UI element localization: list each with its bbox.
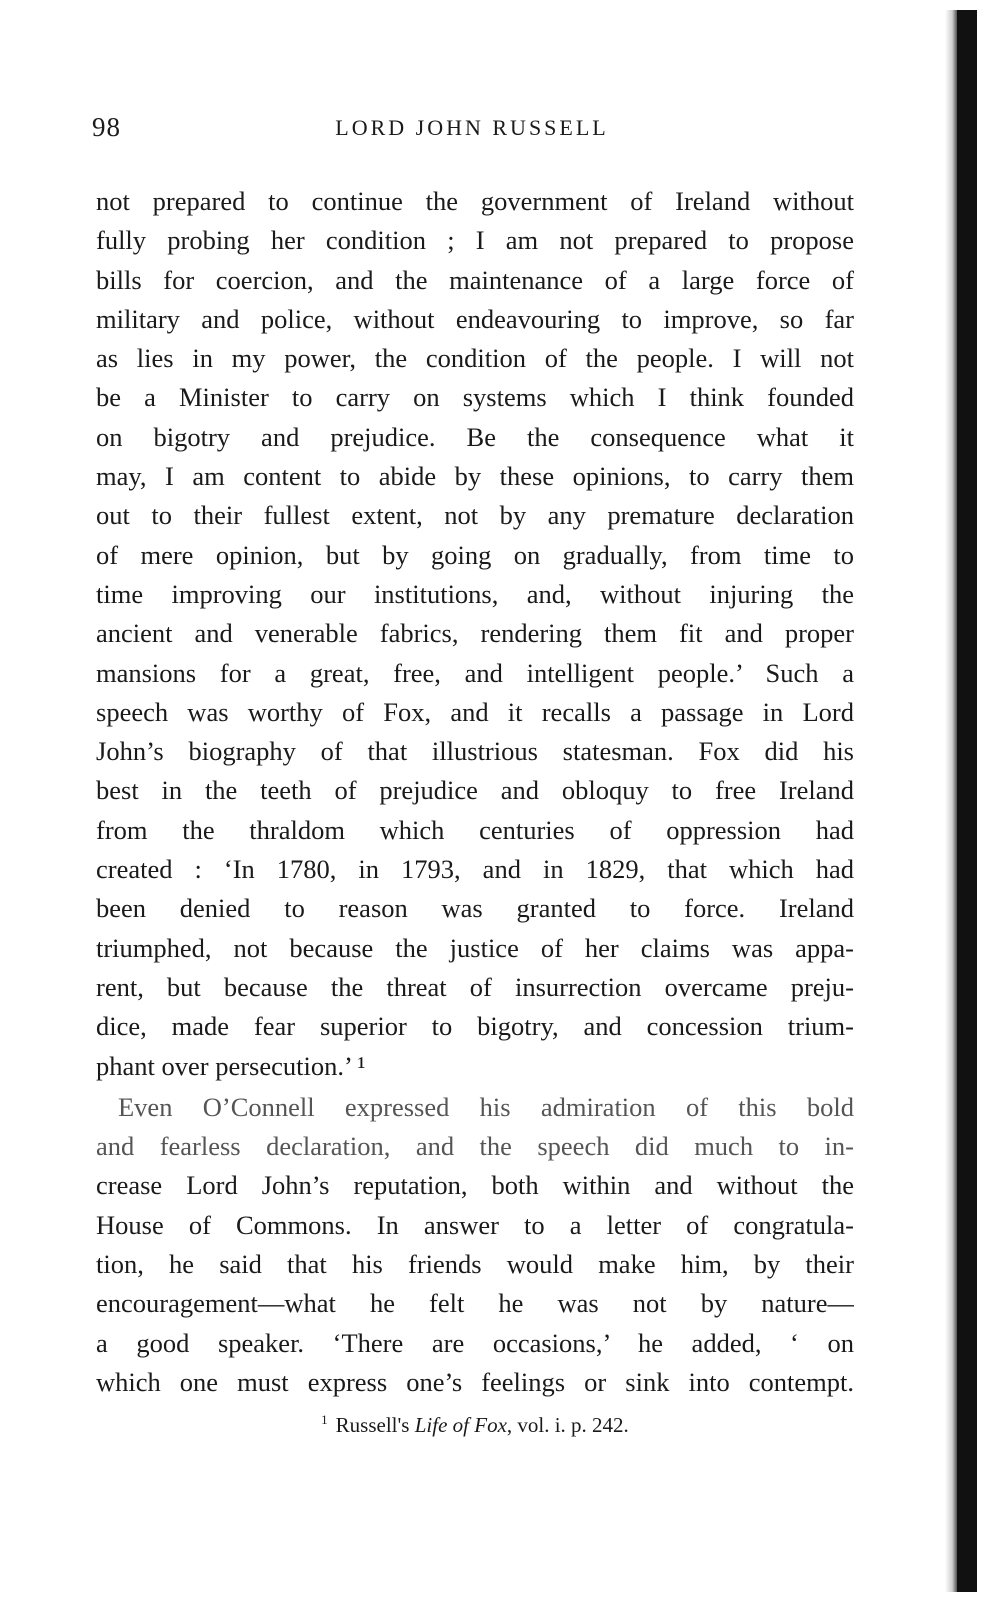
text-line: tion, he said that his friends would make him, by their xyxy=(96,1249,854,1280)
text-line: John’s biography of that illustrious statesman. Fox did his xyxy=(96,736,854,767)
text-line: rent, but because the threat of insurrection overcame preju- xyxy=(96,971,854,1002)
text-line: military and police, without endeavouring to improve, so far xyxy=(96,303,854,334)
text-line: and fearless declaration, and the speech did much to in- xyxy=(96,1131,854,1162)
text-line: be a Minister to carry on systems which I think founded xyxy=(96,382,854,413)
body-text xyxy=(96,182,854,1402)
running-head-title: LORD JOHN RUSSELL xyxy=(335,115,609,140)
text-line: bills for coercion, and the maintenance of a large force of xyxy=(96,264,854,295)
text-line: out to their fullest extent, not by any premature declaration xyxy=(96,500,854,531)
running-head xyxy=(92,112,852,152)
text-line: which one must express one’s feelings or sink into contempt. xyxy=(96,1366,854,1397)
text-line: House of Commons. In answer to a letter of congratula- xyxy=(96,1209,854,1240)
text-line: created : ‘In 1780, in 1793, and in 1829, that which had xyxy=(96,854,854,885)
page-number: 98 xyxy=(92,112,121,142)
text-line: speech was worthy of Fox, and it recalls a passage in Lord xyxy=(96,696,854,727)
text-line: crease Lord John’s reputation, both within and without the xyxy=(96,1170,854,1201)
footnote-suffix: , vol. i. p. 242. xyxy=(506,1413,629,1437)
text-line: from the thraldom which centuries of oppression had xyxy=(96,814,854,845)
text-line: ancient and venerable fabrics, rendering them fit and proper xyxy=(96,618,854,649)
text-line: fully probing her condition ; I am not prepared to propose xyxy=(96,225,854,256)
text-line: best in the teeth of prejudice and obloquy to free Ireland xyxy=(96,775,854,806)
footnote-marker: 1 xyxy=(321,1412,328,1427)
text-line: time improving our institutions, and, without injuring the xyxy=(96,578,854,609)
text-line: encouragement—what he felt he was not by nature— xyxy=(96,1288,854,1319)
text-line: may, I am content to abide by these opinions, to carry them xyxy=(96,461,854,492)
footnote-prefix: Russell's xyxy=(335,1413,410,1437)
paragraph-start-line: Even O’Connell expressed his admiration of this bold xyxy=(118,1091,854,1122)
footnote xyxy=(96,1412,854,1438)
text-line: triumphed, not because the justice of her claims was appa- xyxy=(96,932,854,963)
text-line: a good speaker. ‘There are occasions,’ he added, ‘ on xyxy=(96,1327,854,1358)
text-line: on bigotry and prejudice. Be the consequence what it xyxy=(96,421,854,452)
page-edge-shadow xyxy=(945,10,957,1592)
text-line: been denied to reason was granted to force. Ireland xyxy=(96,893,854,924)
text-line: not prepared to continue the government of Ireland without xyxy=(96,186,854,216)
text-line: mansions for a great, free, and intelligent people.’ Such a xyxy=(96,657,854,688)
footnote-book-title: Life of Fox xyxy=(414,1413,507,1437)
text-line: as lies in my power, the condition of the people. I will not xyxy=(96,343,854,374)
page-edge-bar xyxy=(957,10,977,1592)
text-line: phant over persecution.’ ¹ xyxy=(96,1050,366,1081)
text-line: dice, made fear superior to bigotry, and concession trium- xyxy=(96,1011,854,1042)
text-line: of mere opinion, but by going on gradually, from time to xyxy=(96,539,854,570)
